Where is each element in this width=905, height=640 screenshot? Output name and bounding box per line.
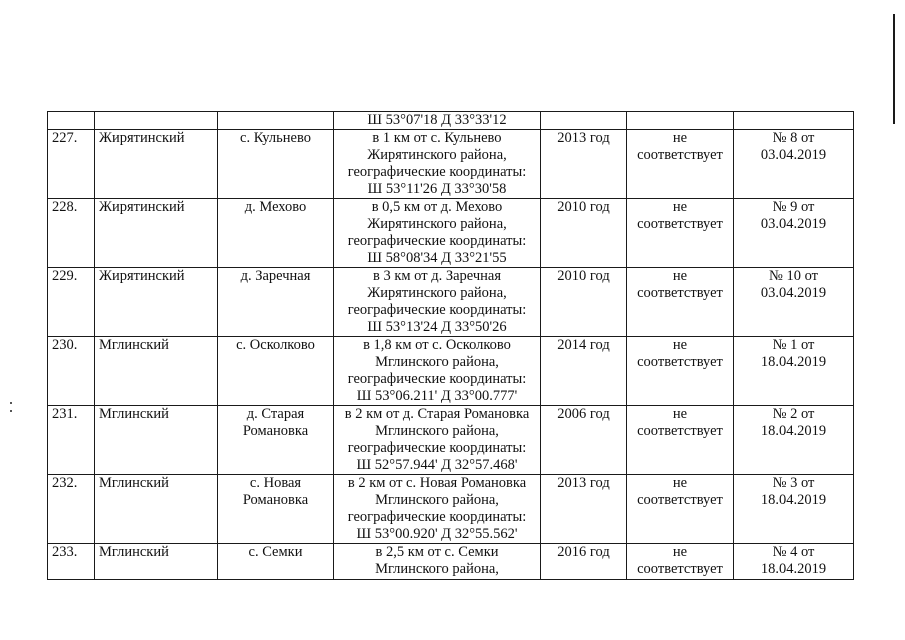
cell-description-text: в 2,5 км от с. Семки xyxy=(375,544,499,560)
cell-description-text: Жирятинского района, xyxy=(367,147,507,163)
cell-status xyxy=(627,112,734,130)
cell-status xyxy=(627,268,734,337)
cell-district-text: Мглинский xyxy=(99,544,169,560)
cell-num-text: 230. xyxy=(52,337,78,353)
cell-document xyxy=(734,337,854,406)
table-row xyxy=(48,544,854,580)
cell-year xyxy=(541,475,627,544)
cell-status-text: соответствует xyxy=(637,147,723,163)
cell-district-text: Жирятинский xyxy=(99,130,185,146)
cell-description xyxy=(334,130,541,199)
cell-num-text: 233. xyxy=(52,544,78,560)
table-row xyxy=(48,475,854,544)
cell-document-text: 18.04.2019 xyxy=(760,492,827,508)
cell-year-text: 2010 год xyxy=(557,268,610,284)
cell-status-text: не xyxy=(672,130,688,146)
cell-description-text: в 2 км от д. Старая Романовка xyxy=(344,406,530,422)
cell-locality-text: с. Кульнево xyxy=(240,130,311,146)
cell-year-text: 2016 год xyxy=(557,544,610,560)
cell-document-text: 18.04.2019 xyxy=(760,423,827,439)
cell-status-text: не xyxy=(672,268,688,284)
table-row xyxy=(48,337,854,406)
cell-description-text: географические координаты: xyxy=(347,371,527,387)
cell-document xyxy=(734,268,854,337)
cell-status-text: соответствует xyxy=(637,354,723,370)
cell-status-text: соответствует xyxy=(637,492,723,508)
cell-locality-text: Романовка xyxy=(242,423,309,439)
cell-district xyxy=(95,130,218,199)
table-row xyxy=(48,130,854,199)
cell-document-text: 18.04.2019 xyxy=(760,561,827,577)
scan-speck xyxy=(10,402,12,404)
cell-status-text: не xyxy=(672,544,688,560)
cell-description-text: Ш 58°08'34 Д 33°21'55 xyxy=(367,250,507,266)
cell-status-text: не xyxy=(672,199,688,215)
cell-locality xyxy=(218,544,334,580)
cell-district-text: Мглинский xyxy=(99,406,169,422)
cell-description-text: географические координаты: xyxy=(347,509,527,525)
cell-description-text: в 0,5 км от д. Мехово xyxy=(371,199,503,215)
cell-locality xyxy=(218,337,334,406)
cell-description-text: Ш 53°06.211' Д 33°00.777' xyxy=(356,388,518,404)
cell-district xyxy=(95,475,218,544)
cell-document-text: 03.04.2019 xyxy=(760,147,827,163)
cell-year xyxy=(541,130,627,199)
cell-num xyxy=(48,112,95,130)
table-row xyxy=(48,406,854,475)
cell-locality xyxy=(218,268,334,337)
cell-status xyxy=(627,337,734,406)
cell-description xyxy=(334,337,541,406)
cell-year xyxy=(541,268,627,337)
cell-num xyxy=(48,130,95,199)
cell-description xyxy=(334,475,541,544)
cell-num xyxy=(48,199,95,268)
cell-district xyxy=(95,112,218,130)
cell-description-text: в 1,8 км от с. Осколково xyxy=(363,337,511,353)
cell-locality-text: д. Заречная xyxy=(240,268,311,284)
cell-year-text: 2014 год xyxy=(557,337,610,353)
cell-description-text: Ш 53°00.920' Д 32°55.562' xyxy=(356,526,518,542)
cell-year-text: 2006 год xyxy=(557,406,610,422)
cell-district xyxy=(95,199,218,268)
cell-description-text: Жирятинского района, xyxy=(367,285,507,301)
cell-description-text: географические координаты: xyxy=(347,302,527,318)
cell-document-text: № 10 от xyxy=(769,268,818,284)
cell-district xyxy=(95,406,218,475)
cell-description xyxy=(334,544,541,580)
table-row xyxy=(48,199,854,268)
cell-document-text: № 1 от xyxy=(772,337,815,353)
cell-description xyxy=(334,112,541,130)
cell-year xyxy=(541,406,627,475)
cell-status-text: не xyxy=(672,475,688,491)
cell-description-text: Мглинского района, xyxy=(375,354,499,370)
cell-status xyxy=(627,130,734,199)
cell-document xyxy=(734,544,854,580)
cell-locality-text: с. Новая xyxy=(249,475,302,491)
cell-num xyxy=(48,337,95,406)
cell-document-text: 03.04.2019 xyxy=(760,216,827,232)
cell-description xyxy=(334,268,541,337)
cell-description-text: в 3 км от д. Заречная xyxy=(372,268,502,284)
page-edge-mark xyxy=(893,14,895,124)
cell-locality-text: с. Осколково xyxy=(236,337,315,353)
cell-description-text: в 1 км от с. Кульнево xyxy=(372,130,502,146)
cell-description-text: Мглинского района, xyxy=(375,561,499,577)
cell-num-text: 228. xyxy=(52,199,78,215)
cell-description-text: географические координаты: xyxy=(347,440,527,456)
cell-year xyxy=(541,337,627,406)
cell-description-text: в 2 км от с. Новая Романовка xyxy=(347,475,527,491)
table-row xyxy=(48,268,854,337)
cell-status xyxy=(627,475,734,544)
cell-status-text: соответствует xyxy=(637,561,723,577)
cell-district xyxy=(95,337,218,406)
cell-status-text: соответствует xyxy=(637,216,723,232)
cell-status-text: не xyxy=(672,406,688,422)
cell-num xyxy=(48,475,95,544)
cell-status-text: соответствует xyxy=(637,423,723,439)
cell-district-text: Мглинский xyxy=(99,475,169,491)
cell-locality-text: д. Мехово xyxy=(244,199,307,215)
cell-district xyxy=(95,544,218,580)
cell-district-text: Жирятинский xyxy=(99,268,185,284)
cell-year xyxy=(541,112,627,130)
cell-description xyxy=(334,199,541,268)
cell-document xyxy=(734,475,854,544)
registry-table xyxy=(47,111,854,580)
cell-num xyxy=(48,544,95,580)
cell-locality xyxy=(218,475,334,544)
cell-document xyxy=(734,112,854,130)
cell-status-text: не xyxy=(672,337,688,353)
cell-status xyxy=(627,544,734,580)
scan-speck xyxy=(10,410,12,412)
cell-document xyxy=(734,199,854,268)
cell-document-text: № 9 от xyxy=(772,199,815,215)
cell-num-text: 231. xyxy=(52,406,78,422)
coords-text: Ш 53°07'18 Д 33°33'12 xyxy=(367,112,507,128)
cell-description-text: Ш 52°57.944' Д 32°57.468' xyxy=(356,457,518,473)
cell-num xyxy=(48,268,95,337)
cell-document-text: 18.04.2019 xyxy=(760,354,827,370)
cell-locality-text: с. Семки xyxy=(248,544,303,560)
cell-district-text: Жирятинский xyxy=(99,199,185,215)
cell-num-text: 232. xyxy=(52,475,78,491)
cell-year xyxy=(541,544,627,580)
cell-locality xyxy=(218,130,334,199)
cell-year-text: 2010 год xyxy=(557,199,610,215)
cell-document-text: № 2 от xyxy=(772,406,815,422)
cell-description-text: Жирятинского района, xyxy=(367,216,507,232)
cell-year-text: 2013 год xyxy=(557,130,610,146)
cell-document-text: 03.04.2019 xyxy=(760,285,827,301)
cell-status-text: соответствует xyxy=(637,285,723,301)
cell-locality-text: д. Старая xyxy=(246,406,305,422)
cell-document-text: № 4 от xyxy=(772,544,815,560)
cell-num-text: 227. xyxy=(52,130,78,146)
cell-description-text: Мглинского района, xyxy=(375,492,499,508)
table-row-continuation xyxy=(48,112,854,130)
cell-district-text: Мглинский xyxy=(99,337,169,353)
cell-locality xyxy=(218,199,334,268)
cell-num xyxy=(48,406,95,475)
cell-description-text: Ш 53°11'26 Д 33°30'58 xyxy=(367,181,507,197)
cell-year xyxy=(541,199,627,268)
cell-document-text: № 3 от xyxy=(772,475,815,491)
cell-status xyxy=(627,406,734,475)
cell-district xyxy=(95,268,218,337)
cell-document xyxy=(734,130,854,199)
cell-year-text: 2013 год xyxy=(557,475,610,491)
cell-description xyxy=(334,406,541,475)
cell-locality xyxy=(218,112,334,130)
cell-description-text: географические координаты: xyxy=(347,233,527,249)
cell-locality xyxy=(218,406,334,475)
cell-num-text: 229. xyxy=(52,268,78,284)
cell-status xyxy=(627,199,734,268)
cell-document xyxy=(734,406,854,475)
cell-description-text: Мглинского района, xyxy=(375,423,499,439)
cell-locality-text: Романовка xyxy=(242,492,309,508)
cell-description-text: Ш 53°13'24 Д 33°50'26 xyxy=(367,319,507,335)
cell-document-text: № 8 от xyxy=(772,130,815,146)
cell-description-text: географические координаты: xyxy=(347,164,527,180)
